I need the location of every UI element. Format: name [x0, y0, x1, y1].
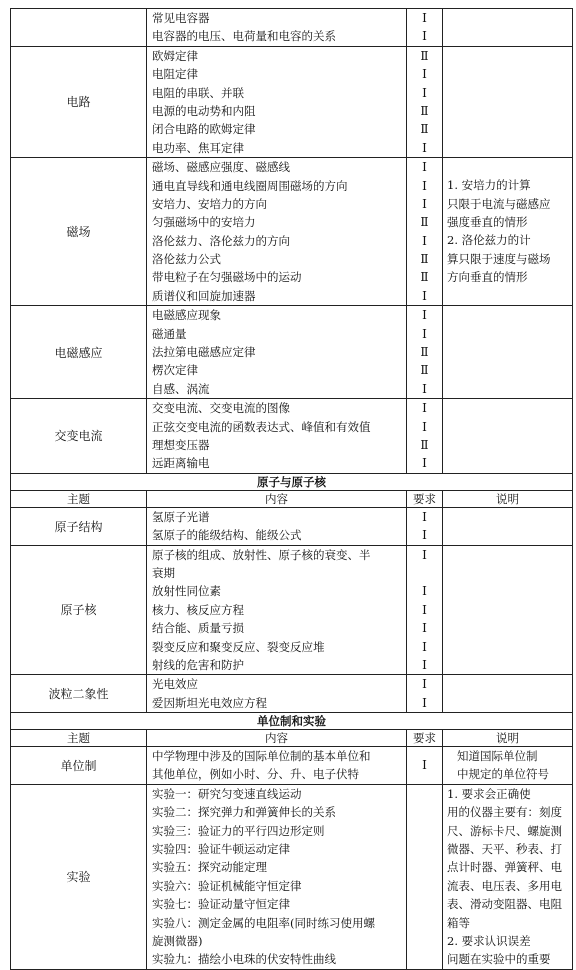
cell-line: 实验六：验证机械能守恒定律: [152, 878, 302, 893]
cell-line: Ⅰ: [422, 288, 427, 303]
cell-line: 氢原子的能级结构、能级公式: [152, 528, 302, 543]
cell-line: 质谱仪和回旋加速器: [152, 288, 256, 303]
level-cell: [407, 747, 443, 785]
cell-line: 电磁感应现象: [152, 308, 221, 323]
cell-line: 电阻定律: [152, 67, 198, 82]
header-row: [11, 490, 573, 507]
note-cell: [443, 507, 573, 545]
cell-line: 2. 要求认识误差: [447, 933, 531, 948]
cell-line: Ⅰ: [422, 326, 427, 341]
content-cell: [147, 747, 407, 785]
cell-line: Ⅰ: [422, 196, 427, 211]
header-content: 内容: [147, 490, 407, 507]
content-cell: [147, 9, 407, 47]
cell-line: 楞次定律: [152, 363, 198, 378]
cell-line: Ⅱ: [420, 48, 429, 63]
cell-line: 强度垂直的情形: [447, 214, 528, 229]
topic-cell: 交变电流: [11, 399, 147, 474]
cell-line: 电功率、焦耳定律: [152, 140, 244, 155]
content-cell: [147, 675, 407, 713]
blank-line: [407, 564, 442, 582]
topic-cell: 波粒二象性: [11, 675, 147, 713]
cell-line: 通电直导线和通电线圈周围磁场的方向: [152, 178, 348, 193]
topic-cell: 实验: [11, 784, 147, 969]
table-row: [11, 675, 573, 713]
table-row: [11, 399, 573, 474]
cell-line: 自感、涡流: [152, 381, 210, 396]
cell-line: Ⅰ: [422, 657, 427, 672]
cell-line: Ⅱ: [420, 215, 429, 230]
table-row: [11, 784, 573, 969]
cell-line: Ⅰ: [422, 639, 427, 654]
topic-cell: [11, 9, 147, 47]
cell-line: Ⅰ: [422, 528, 427, 543]
cell-line: Ⅰ: [422, 85, 427, 100]
note-cell: [443, 46, 573, 157]
header-topic: 主题: [11, 490, 147, 507]
cell-line: 旋测微器): [152, 933, 203, 948]
cell-line: Ⅰ: [422, 67, 427, 82]
level-cell: [407, 784, 443, 969]
cell-line: 欧姆定律: [152, 48, 198, 63]
table-row: [11, 9, 573, 47]
cell-line: Ⅰ: [422, 547, 427, 562]
cell-line: 中学物理中涉及的国际单位制的基本单位和: [152, 749, 371, 764]
cell-line: 电阻的串联、并联: [152, 85, 244, 100]
topic-cell: 单位制: [11, 747, 147, 785]
cell-line: 只限于电流与磁感应: [447, 196, 551, 211]
cell-line: 实验九：描绘小电珠的伏安特性曲线: [152, 952, 336, 967]
content-cell: [147, 306, 407, 399]
cell-line: Ⅱ: [420, 103, 429, 118]
cell-line: Ⅱ: [420, 437, 429, 452]
cell-line: 法拉第电磁感应定律: [152, 345, 256, 360]
cell-line: 其他单位，例如小时、分、升、电子伏特: [152, 767, 359, 782]
cell-line: 远距离输电: [152, 456, 210, 471]
note-cell: [443, 306, 573, 399]
cell-line: 核力、核反应方程: [152, 602, 244, 617]
cell-line: Ⅰ: [422, 29, 427, 44]
section-row: [11, 473, 573, 490]
topic-cell: 电磁感应: [11, 306, 147, 399]
cell-line: 衰期: [152, 565, 175, 580]
cell-line: 方向垂直的情形: [447, 270, 528, 285]
cell-line: Ⅰ: [422, 140, 427, 155]
level-cell: [407, 46, 443, 157]
cell-line: Ⅰ: [422, 178, 427, 193]
cell-line: Ⅱ: [420, 363, 429, 378]
level-cell: [407, 306, 443, 399]
cell-line: 安培力、安培力的方向: [152, 196, 267, 211]
level-cell: [407, 545, 443, 675]
cell-line: 点计时器、弹簧秤、电: [447, 860, 562, 875]
note-cell: [443, 399, 573, 474]
level-cell: [407, 158, 443, 306]
note-cell: [443, 9, 573, 47]
note-cell: [443, 158, 573, 306]
cell-line: 实验二：探究弹力和弹簧伸长的关系: [152, 805, 336, 820]
table-row: [11, 158, 573, 306]
cell-line: 电源的电动势和内阻: [152, 103, 256, 118]
header-note: 说明: [443, 490, 573, 507]
content-cell: [147, 784, 407, 969]
cell-line: Ⅰ: [422, 233, 427, 248]
header-note: 说明: [443, 730, 573, 747]
section-title: 原子与原子核: [11, 473, 573, 490]
topic-cell: 电路: [11, 46, 147, 157]
cell-line: Ⅰ: [422, 677, 427, 692]
cell-line: Ⅰ: [422, 758, 427, 773]
cell-line: 用的仪器主要有：刻度: [447, 805, 562, 820]
cell-line: 问题在实验中的重要: [447, 952, 551, 967]
cell-line: 中规定的单位符号: [457, 767, 549, 782]
cell-line: 爱因斯坦光电效应方程: [152, 695, 267, 710]
note-cell: [443, 545, 573, 675]
cell-line: Ⅱ: [420, 252, 429, 267]
cell-line: 磁场、磁感应强度、磁感线: [152, 160, 290, 175]
cell-line: 实验一：研究匀变速直线运动: [152, 786, 302, 801]
cell-line: 实验八：测定金属的电阻率(同时练习使用螺: [152, 915, 375, 930]
cell-line: 正弦交变电流的函数表达式、峰值和有效值: [152, 419, 371, 434]
cell-line: Ⅱ: [420, 270, 429, 285]
cell-line: 磁通量: [152, 326, 187, 341]
level-cell: [407, 675, 443, 713]
cell-line: 1. 安培力的计算: [447, 178, 531, 193]
content-cell: [147, 46, 407, 157]
cell-line: 实验四：验证牛顿运动定律: [152, 842, 290, 857]
topic-cell: 原子核: [11, 545, 147, 675]
cell-line: 洛伦兹力公式: [152, 252, 221, 267]
cell-line: 实验七：验证动量守恒定律: [152, 897, 290, 912]
note-cell: [443, 675, 573, 713]
cell-line: Ⅰ: [422, 419, 427, 434]
cell-line: Ⅰ: [422, 381, 427, 396]
level-cell: [407, 507, 443, 545]
section-title: 单位制和实验: [11, 713, 573, 730]
cell-line: Ⅰ: [422, 695, 427, 710]
cell-line: 理想变压器: [152, 437, 210, 452]
header-row: [11, 730, 573, 747]
cell-line: Ⅰ: [422, 584, 427, 599]
content-cell: [147, 399, 407, 474]
topic-cell: 原子结构: [11, 507, 147, 545]
cell-line: 洛伦兹力、洛伦兹力的方向: [152, 233, 290, 248]
cell-line: Ⅰ: [422, 308, 427, 323]
cell-line: 带电粒子在匀强磁场中的运动: [152, 270, 302, 285]
syllabus-table: [10, 8, 573, 970]
header-level: 要求: [407, 490, 443, 507]
cell-line: 裂变反应和聚变反应、裂变反应堆: [152, 639, 325, 654]
cell-line: 结合能、质量亏损: [152, 621, 244, 636]
table-row: [11, 747, 573, 785]
cell-line: 箱等: [447, 915, 470, 930]
cell-line: Ⅰ: [422, 456, 427, 471]
table-row: [11, 46, 573, 157]
cell-line: Ⅱ: [420, 122, 429, 137]
cell-line: 知道国际单位制: [457, 749, 538, 764]
cell-line: 算只限于速度与磁场: [447, 251, 551, 266]
content-cell: [147, 507, 407, 545]
table-row: [11, 545, 573, 675]
cell-line: 常见电容器: [152, 11, 210, 25]
cell-line: 微器、天平、秒表、打: [447, 842, 562, 857]
cell-line: Ⅰ: [422, 621, 427, 636]
table-row: [11, 507, 573, 545]
level-cell: [407, 399, 443, 474]
cell-line: 实验五：探究动能定理: [152, 860, 267, 875]
cell-line: 1. 要求会正确使: [447, 786, 531, 801]
content-cell: [147, 158, 407, 306]
cell-line: Ⅰ: [422, 602, 427, 617]
cell-line: Ⅰ: [422, 160, 427, 175]
cell-line: Ⅰ: [422, 401, 427, 416]
cell-line: 实验三：验证力的平行四边形定则: [152, 823, 325, 838]
cell-line: 氢原子光谱: [152, 509, 210, 524]
cell-line: 射线的危害和防护: [152, 657, 244, 672]
cell-line: 流表、电压表、多用电: [447, 878, 562, 893]
cell-line: Ⅰ: [422, 11, 427, 25]
header-content: 内容: [147, 730, 407, 747]
section-row: [11, 713, 573, 730]
cell-line: 表、滑动变阻器、电阻: [447, 897, 562, 912]
cell-line: 放射性同位素: [152, 584, 221, 599]
cell-line: 闭合电路的欧姆定律: [152, 122, 256, 137]
topic-cell: 磁场: [11, 158, 147, 306]
cell-line: 原子核的组成、放射性、原子核的衰变、半: [152, 547, 371, 562]
cell-line: Ⅱ: [420, 345, 429, 360]
note-cell: [443, 784, 573, 969]
cell-line: 尺、游标卡尺、螺旋测: [447, 823, 562, 838]
header-level: 要求: [407, 730, 443, 747]
cell-line: 电容器的电压、电荷量和电容的关系: [152, 29, 336, 44]
cell-line: 匀强磁场中的安培力: [152, 215, 256, 230]
cell-line: 交变电流、交变电流的图像: [152, 401, 290, 416]
content-cell: [147, 545, 407, 675]
level-cell: [407, 9, 443, 47]
header-topic: 主题: [11, 730, 147, 747]
cell-line: 2. 洛伦兹力的计: [447, 233, 531, 248]
cell-line: 光电效应: [152, 677, 198, 692]
table-row: [11, 306, 573, 399]
cell-line: Ⅰ: [422, 509, 427, 524]
note-cell: [443, 747, 573, 785]
